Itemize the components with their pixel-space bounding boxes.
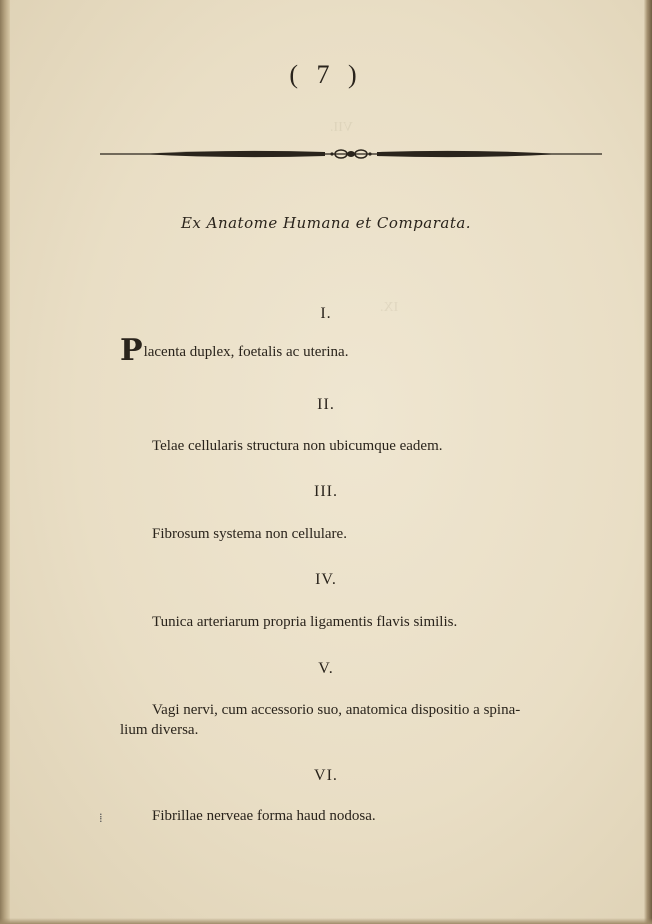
drop-cap: P <box>120 333 143 368</box>
thesis-numeral: II. <box>317 396 335 413</box>
thesis-text <box>120 524 618 544</box>
thesis-numeral: I. <box>320 305 332 322</box>
thesis-text-body: Tunica arteriarum propria ligamentis flavis similis. <box>152 614 458 630</box>
thesis-text-body: Telae cellularis structura non ubicumque eadem. <box>152 438 443 454</box>
show-through-text: IX. <box>380 300 399 315</box>
thesis-text <box>120 700 618 740</box>
thesis-numeral: VI. <box>314 767 338 784</box>
thesis-text <box>120 612 618 632</box>
section-heading: Ex Anatome Humana et Comparata. <box>180 214 472 232</box>
thesis-numeral: IV. <box>315 571 337 588</box>
thesis-text-body: Fibrillae nerveae forma haud nodosa. <box>152 808 376 824</box>
page-gutter-shadow <box>0 0 10 924</box>
show-through-text: VII. <box>330 120 353 135</box>
thesis-text-body: Fibrosum systema non cellulare. <box>152 526 347 542</box>
thesis-text-body: lacenta duplex, foetalis ac uterina. <box>143 344 349 360</box>
thesis-text-line: lium diversa. <box>120 722 199 738</box>
margin-mark: ⁞ <box>99 810 103 825</box>
thesis-text <box>120 333 618 368</box>
ornamental-rule <box>100 145 602 163</box>
page-number: ( 7 ) <box>289 60 363 89</box>
page-bottom-shadow <box>0 918 652 924</box>
thesis-numeral: V. <box>318 660 334 677</box>
thesis-text <box>120 436 618 456</box>
page-edge-shadow <box>644 0 652 924</box>
thesis-numeral: III. <box>314 483 338 500</box>
thesis-text-line: Vagi nervi, cum accessorio suo, anatomica dispositio a spina- <box>152 702 521 718</box>
thesis-text <box>120 806 618 826</box>
